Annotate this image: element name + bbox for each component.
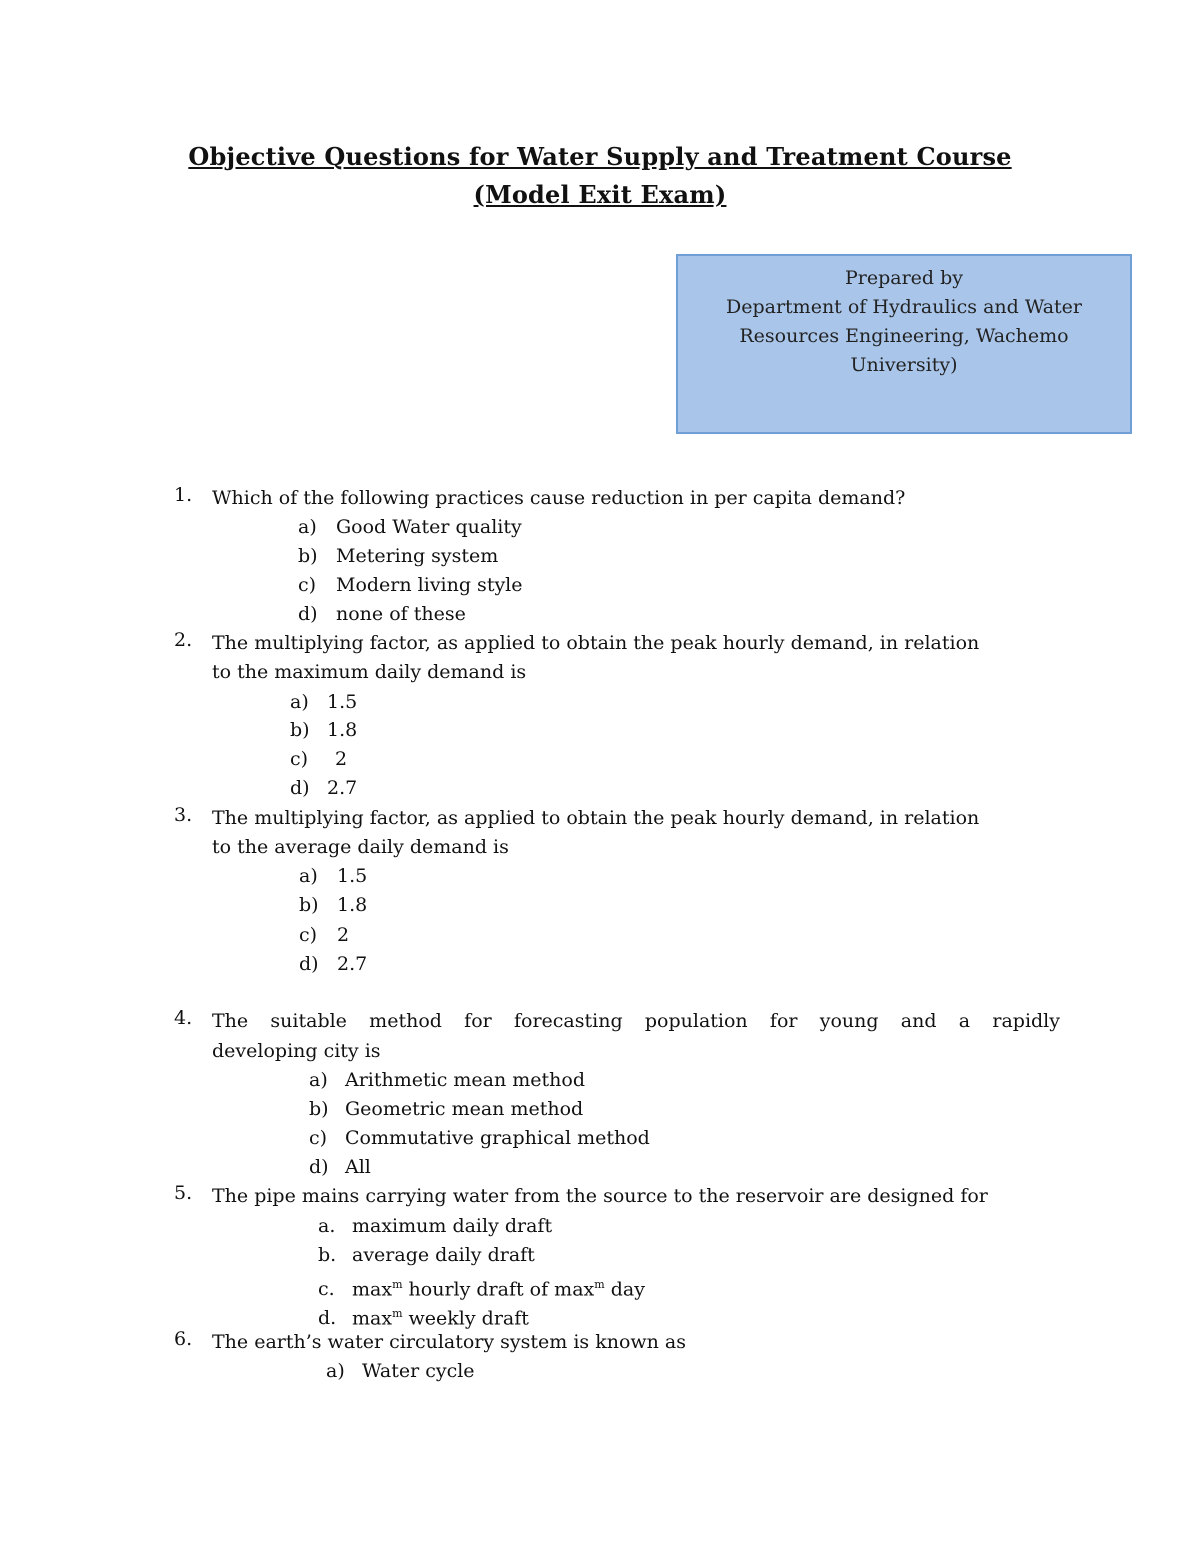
option-text: Water cycle bbox=[362, 1360, 475, 1382]
option-text: 2 bbox=[337, 924, 350, 946]
question-number: 6. bbox=[174, 1328, 193, 1350]
option-label: d) bbox=[298, 603, 318, 625]
answer-option bbox=[299, 950, 367, 979]
option-label: a. bbox=[318, 1215, 336, 1237]
question-text: The suitable method for forecasting population for young and a rapidly bbox=[212, 1010, 1060, 1032]
option-label: d) bbox=[309, 1156, 329, 1178]
option-label: a) bbox=[309, 1069, 328, 1091]
option-label: d) bbox=[290, 777, 310, 799]
option-label: b) bbox=[298, 545, 318, 567]
document-subtitle: (Model Exit Exam) bbox=[473, 180, 727, 209]
answer-option bbox=[298, 571, 523, 600]
answer-option bbox=[309, 1066, 585, 1095]
question-text: The multiplying factor, as applied to obtain the peak hourly demand, in relation bbox=[212, 807, 980, 829]
option-label: a) bbox=[326, 1360, 345, 1382]
option-label: c) bbox=[309, 1127, 328, 1149]
answer-option bbox=[318, 1212, 552, 1241]
answer-option bbox=[290, 688, 357, 717]
answer-option bbox=[299, 921, 349, 950]
option-text: 2.7 bbox=[327, 777, 358, 799]
answer-option bbox=[299, 891, 367, 920]
option-label: b) bbox=[299, 894, 319, 916]
option-text: 1.8 bbox=[327, 719, 358, 741]
prepared-by-dept-line2: Resources Engineering, Wachemo bbox=[739, 325, 1069, 347]
question-number: 3. bbox=[174, 804, 193, 826]
question-text: Which of the following practices cause reduction in per capita demand? bbox=[212, 487, 906, 509]
answer-option bbox=[298, 542, 498, 571]
answer-option bbox=[290, 774, 357, 803]
document-title: Objective Questions for Water Supply and Treatment Course bbox=[188, 142, 1012, 171]
prepared-by-label: Prepared by bbox=[844, 267, 964, 289]
question-text-continued: to the maximum daily demand is bbox=[212, 661, 527, 683]
prepared-by-dept-line1: Department of Hydraulics and Water bbox=[726, 296, 1082, 318]
question-text-continued: to the average daily demand is bbox=[212, 836, 509, 858]
option-text: All bbox=[345, 1156, 371, 1178]
question-text: The multiplying factor, as applied to obtain the peak hourly demand, in relation bbox=[212, 632, 980, 654]
option-text: Commutative graphical method bbox=[345, 1127, 650, 1149]
question-text-continued: developing city is bbox=[212, 1040, 381, 1062]
question-number: 4. bbox=[174, 1007, 193, 1029]
option-label: b. bbox=[318, 1244, 337, 1266]
option-text: none of these bbox=[336, 603, 466, 625]
answer-option bbox=[326, 1357, 475, 1386]
answer-option bbox=[299, 862, 367, 891]
answer-option bbox=[298, 600, 466, 629]
option-text: Arithmetic mean method bbox=[345, 1069, 586, 1091]
answer-option bbox=[309, 1153, 371, 1182]
option-text: Geometric mean method bbox=[345, 1098, 584, 1120]
option-text-part: weekly draft bbox=[402, 1307, 529, 1330]
option-text: average daily draft bbox=[352, 1244, 535, 1266]
option-text: 2 bbox=[335, 748, 348, 770]
answer-option bbox=[318, 1241, 535, 1270]
answer-option bbox=[309, 1124, 650, 1153]
question-number: 2. bbox=[174, 629, 193, 651]
question-number: 5. bbox=[174, 1182, 193, 1204]
option-text: 1.8 bbox=[337, 894, 368, 916]
option-text: Metering system bbox=[336, 545, 499, 567]
option-label: c) bbox=[298, 574, 317, 596]
option-label: c) bbox=[299, 924, 318, 946]
answer-option bbox=[298, 513, 522, 542]
option-text: Good Water quality bbox=[336, 516, 522, 538]
option-label: d. bbox=[318, 1307, 337, 1330]
option-label: c. bbox=[318, 1278, 335, 1301]
question-text: The pipe mains carrying water from the source to the reservoir are designed for bbox=[212, 1185, 988, 1207]
option-label: a) bbox=[290, 691, 309, 713]
question-number: 1. bbox=[174, 484, 193, 506]
option-text: 1.5 bbox=[327, 691, 358, 713]
option-text-part: max bbox=[352, 1278, 393, 1301]
option-text: maximum daily draft bbox=[352, 1215, 553, 1237]
option-text: 2.7 bbox=[337, 953, 368, 975]
option-label: b) bbox=[309, 1098, 329, 1120]
option-label: a) bbox=[298, 516, 317, 538]
option-text-part: day bbox=[604, 1278, 645, 1301]
prepared-by-box bbox=[676, 254, 1132, 434]
answer-option bbox=[309, 1095, 583, 1124]
option-label: b) bbox=[290, 719, 310, 741]
option-label: a) bbox=[299, 865, 318, 887]
option-text-part: max bbox=[352, 1307, 393, 1330]
question-text: The earth’s water circulatory system is known as bbox=[212, 1331, 686, 1353]
answer-option bbox=[290, 716, 357, 745]
option-text-part: hourly draft of max bbox=[402, 1278, 595, 1301]
option-label: d) bbox=[299, 953, 319, 975]
option-text: Modern living style bbox=[336, 574, 523, 596]
option-label: c) bbox=[290, 748, 309, 770]
prepared-by-dept-line3: University) bbox=[850, 354, 958, 376]
option-text: 1.5 bbox=[337, 865, 368, 887]
answer-option bbox=[290, 745, 347, 774]
superscript: m bbox=[594, 1278, 605, 1291]
superscript: m bbox=[392, 1278, 403, 1291]
superscript: m bbox=[392, 1307, 403, 1320]
